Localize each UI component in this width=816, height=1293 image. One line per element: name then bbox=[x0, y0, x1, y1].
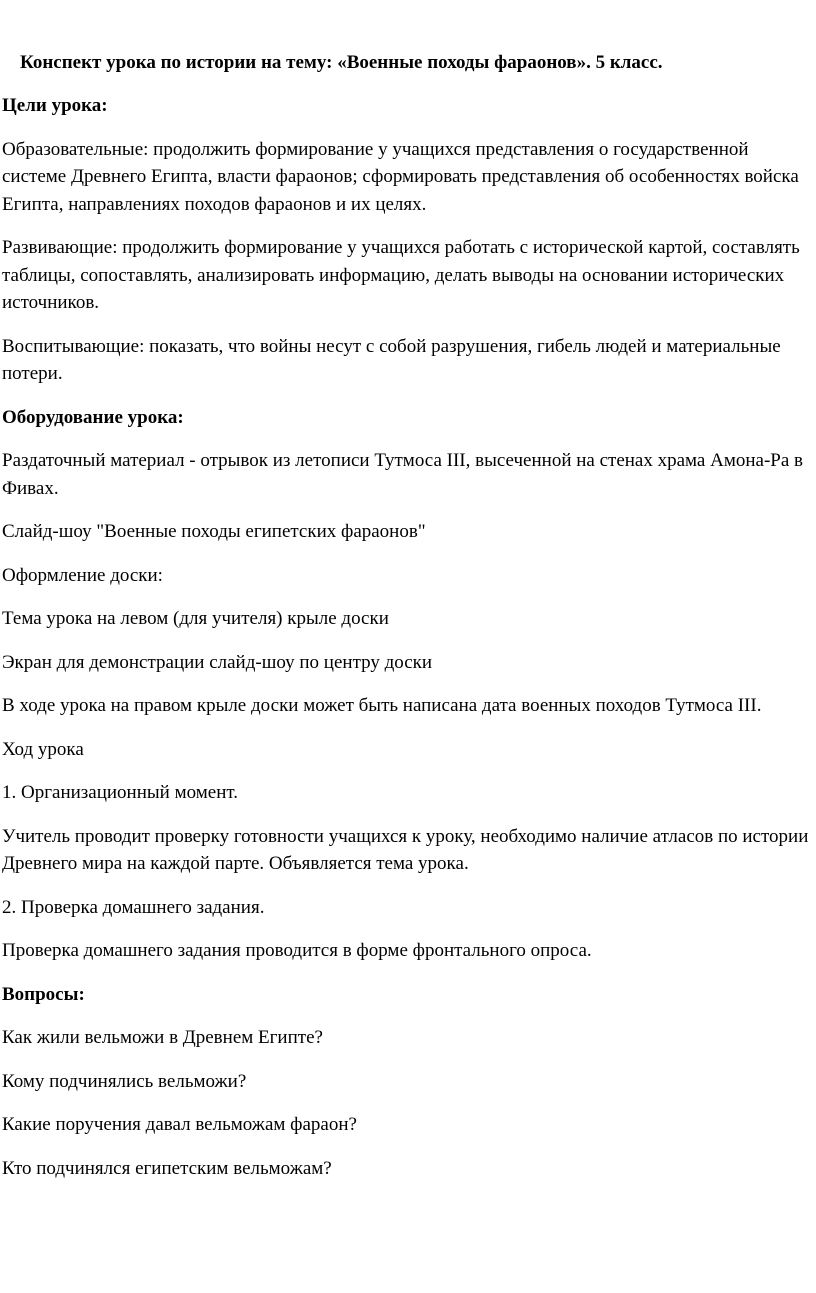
question-item: Кто подчинялся египетским вельможам? bbox=[2, 1157, 332, 1179]
heading-lesson-goals: Цели урока: bbox=[2, 95, 108, 116]
paragraph-educational-goal: Образовательные: продолжить формирование у учащихся представления о государственной системе Древнего Египта, власти фараонов; сформировать представления об особенностях войска Египта, направлениях походов фараонов и их целях. bbox=[2, 138, 799, 215]
paragraph-handout: Раздаточный материал - отрывок из летописи Тутмоса III, высеченной на стенах храма Амона-Ра в Фивах. bbox=[2, 450, 804, 499]
heading-questions: Вопросы: bbox=[2, 983, 85, 1005]
paragraph-board-center: Экран для демонстрации слайд-шоу по центру доски bbox=[2, 651, 433, 673]
paragraph-upbringing-goal: Воспитывающие: показать, что войны несут с собой разрушения, гибель людей и материальные потери. bbox=[2, 335, 781, 384]
document-title: Конспект урока по истории на тему: «Военные походы фараонов». 5 класс. bbox=[20, 52, 663, 73]
paragraph-slideshow: Слайд-шоу "Военные походы египетских фараонов" bbox=[2, 521, 426, 542]
heading-equipment: Оборудование урока: bbox=[2, 406, 184, 428]
paragraph-step-2-detail: Проверка домашнего задания проводится в форме фронтального опроса. bbox=[2, 940, 592, 961]
paragraph-developmental-goal: Развивающие: продолжить формирование у учащихся работать с исторической картой, составлять таблицы, сопоставлять, анализировать информацию, делать выводы на основании исторических источников. bbox=[2, 237, 800, 313]
question-item: Как жили вельможи в Древнем Египте? bbox=[2, 1027, 323, 1048]
paragraph-board-design: Оформление доски: bbox=[2, 564, 163, 586]
paragraph-step-1-detail: Учитель проводит проверку готовности учащихся к уроку, необходимо наличие атласов по истории Древнего мира на каждой парте. Объявляется тема урока. bbox=[2, 825, 809, 874]
paragraph-board-left: Тема урока на левом (для учителя) крыле доски bbox=[2, 608, 389, 629]
question-item: Кому подчинялись вельможи? bbox=[2, 1070, 247, 1092]
question-item: Какие поручения давал вельможам фараон? bbox=[2, 1114, 357, 1135]
paragraph-board-right: В ходе урока на правом крыле доски может быть написана дата военных походов Тутмоса III. bbox=[2, 695, 762, 716]
heading-lesson-progress: Ход урока bbox=[2, 738, 84, 760]
paragraph-step-2: 2. Проверка домашнего задания. bbox=[2, 896, 265, 918]
paragraph-step-1: 1. Организационный момент. bbox=[2, 782, 238, 803]
